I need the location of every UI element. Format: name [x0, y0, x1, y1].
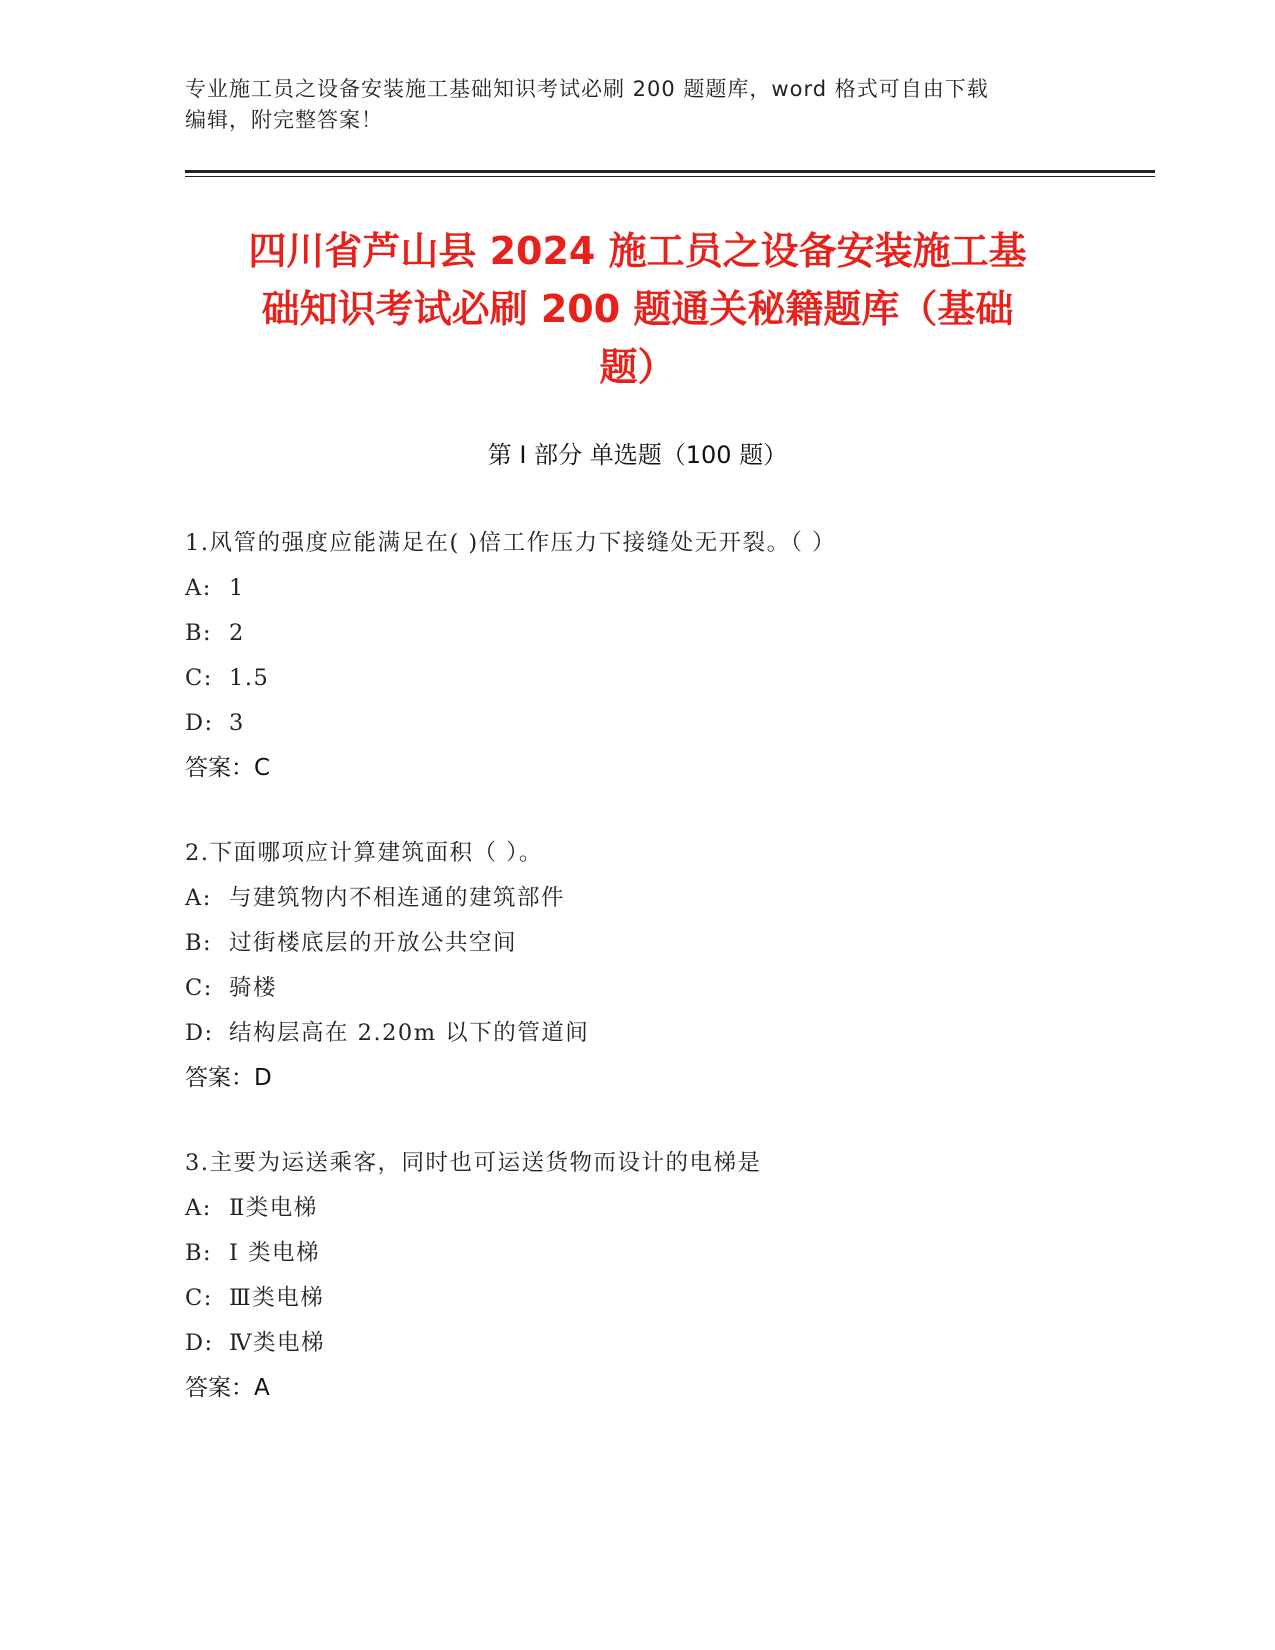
option-text: 3: [229, 710, 245, 736]
option-a: [185, 566, 1115, 611]
answer: 答案：A: [185, 1375, 270, 1401]
option-b: [185, 611, 1115, 656]
option-text: Ⅳ类电梯: [229, 1330, 325, 1356]
option-label: A:: [185, 1195, 212, 1221]
option-d: [185, 701, 1115, 746]
option-label: B:: [185, 930, 213, 956]
option-text: I 类电梯: [229, 1240, 321, 1266]
question-1: [185, 521, 1115, 791]
section-heading: 第 I 部分 单选题（100 题）: [487, 441, 788, 469]
question-list: [185, 521, 1115, 1451]
option-label: D:: [185, 710, 214, 736]
header-divider-thick: [185, 170, 1155, 173]
option-text: Ⅲ类电梯: [229, 1285, 325, 1311]
option-text: 与建筑物内不相连通的建筑部件: [229, 885, 566, 911]
option-label: B:: [185, 1240, 213, 1266]
question-stem: 2.下面哪项应计算建筑面积（ ）。: [185, 840, 543, 866]
answer: 答案：D: [185, 1065, 272, 1091]
document-title-line-1: 四川省芦山县 2024 施工员之设备安装施工基: [248, 229, 1027, 273]
option-label: C:: [185, 1285, 213, 1311]
option-label: C:: [185, 975, 213, 1001]
option-d: [185, 1321, 1115, 1366]
header-note-line-1: 专业施工员之设备安装施工基础知识考试必刷 200 题题库，word 格式可自由下载: [185, 77, 989, 101]
option-c: [185, 656, 1115, 701]
option-label: D:: [185, 1020, 214, 1046]
question-3: [185, 1141, 1115, 1411]
option-text: 1: [229, 575, 245, 601]
option-text: 2: [229, 620, 245, 646]
option-d: [185, 1011, 1115, 1056]
header-note-line-2: 编辑，附完整答案！: [185, 108, 383, 132]
option-b: [185, 1231, 1115, 1276]
option-text: Ⅱ类电梯: [229, 1195, 318, 1221]
option-label: B:: [185, 620, 213, 646]
question-2: [185, 831, 1115, 1101]
header-note: [185, 74, 1085, 136]
option-label: A:: [185, 885, 212, 911]
option-a: [185, 1186, 1115, 1231]
document-title: [160, 222, 1115, 396]
option-a: [185, 876, 1115, 921]
option-c: [185, 966, 1115, 1011]
answer: 答案：C: [185, 755, 271, 781]
option-text: 结构层高在 2.20m 以下的管道间: [229, 1020, 590, 1046]
option-text: 过街楼底层的开放公共空间: [229, 930, 518, 956]
document-title-line-3: 题）: [599, 345, 676, 389]
option-label: A:: [185, 575, 212, 601]
header-divider-thin: [185, 176, 1155, 177]
option-label: D:: [185, 1330, 214, 1356]
option-label: C:: [185, 665, 213, 691]
option-text: 1.5: [229, 665, 270, 691]
question-stem: 3.主要为运送乘客，同时也可运送货物而设计的电梯是: [185, 1150, 762, 1176]
document-title-line-2: 础知识考试必刷 200 题通关秘籍题库（基础: [261, 287, 1014, 331]
question-stem: 1.风管的强度应能满足在( )倍工作压力下接缝处无开裂。（ ）: [185, 530, 837, 556]
option-text: 骑楼: [229, 975, 278, 1001]
option-b: [185, 921, 1115, 966]
option-c: [185, 1276, 1115, 1321]
